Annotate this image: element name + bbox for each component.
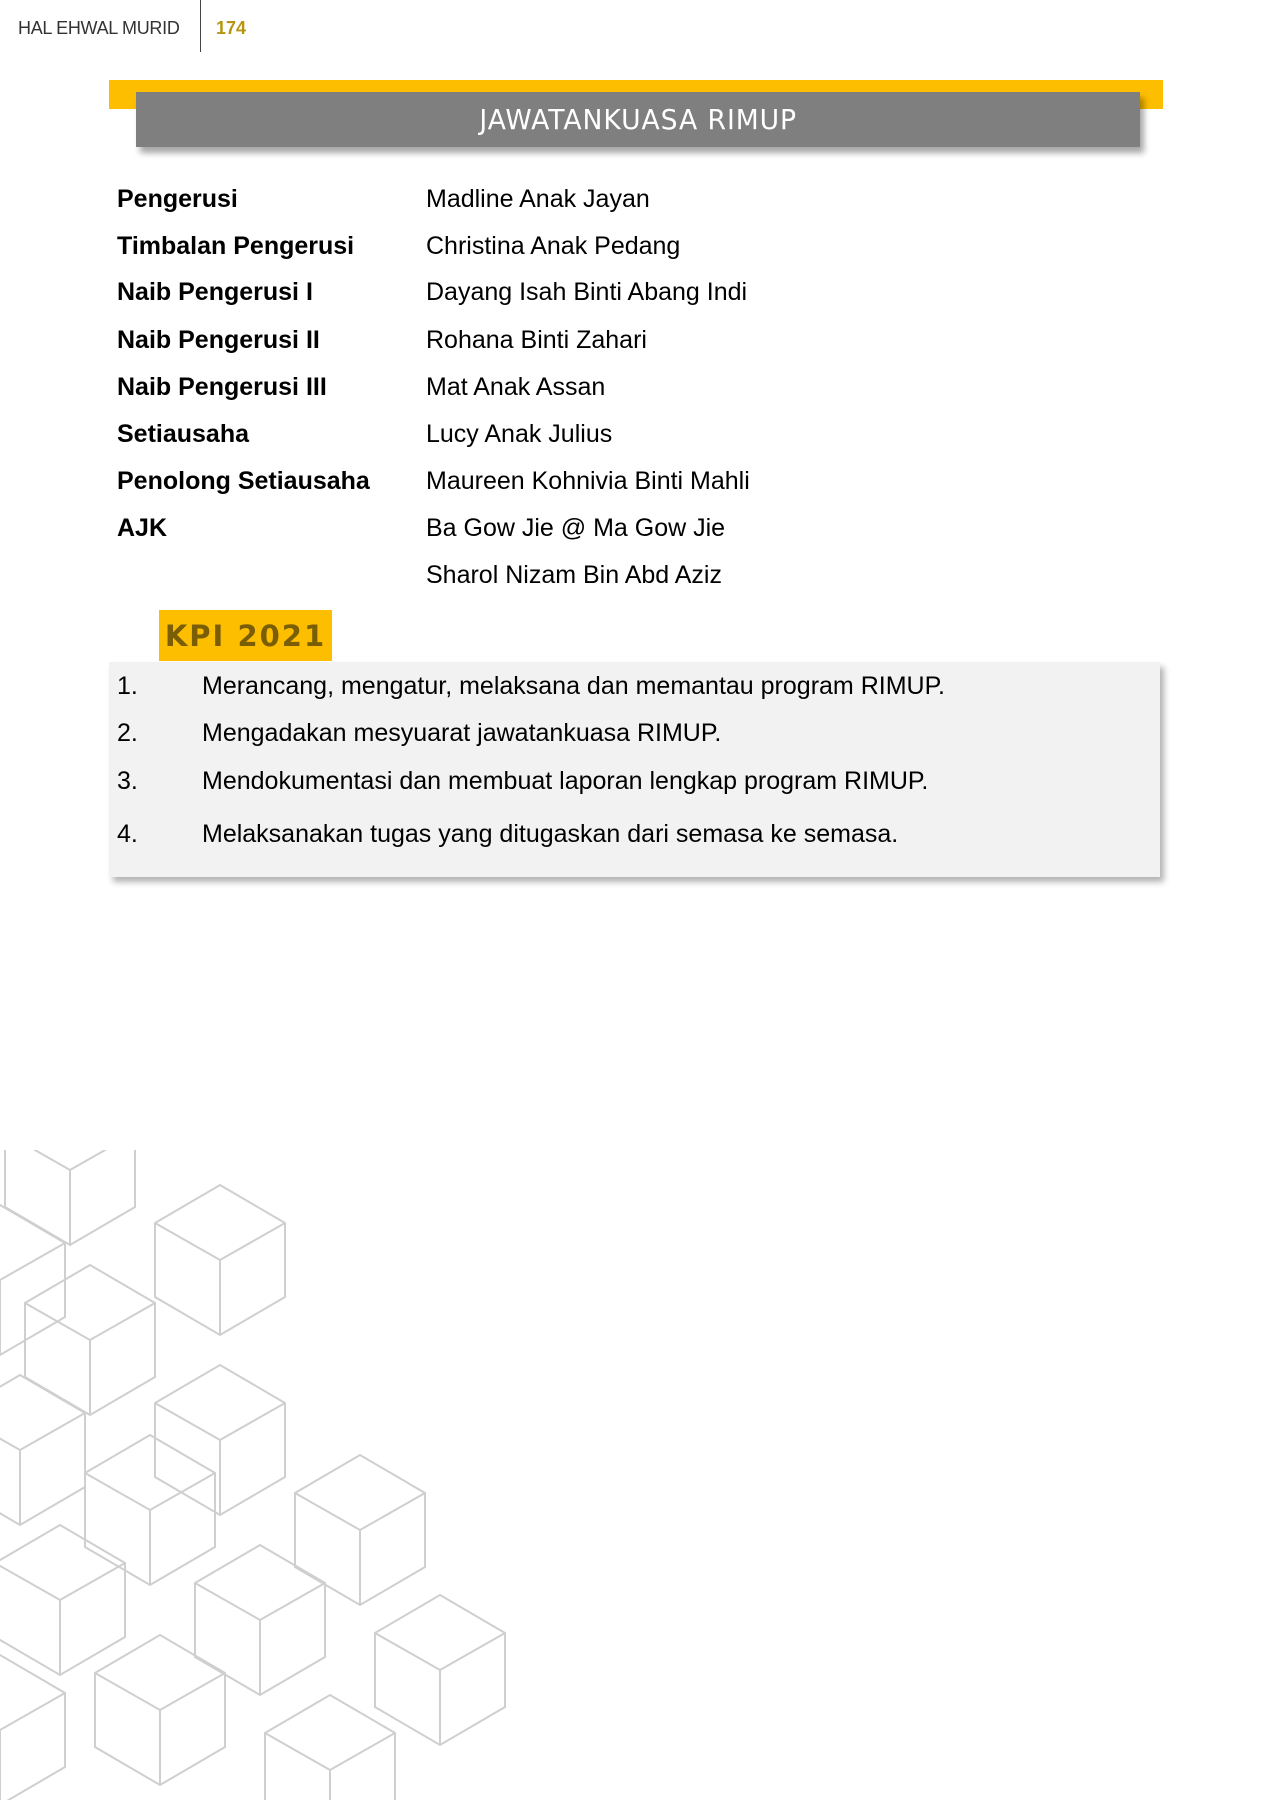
member-name: Mat Anak Assan [426,373,606,401]
member-name: Maureen Kohnivia Binti Mahli [426,467,750,495]
role: AJK [117,514,168,542]
page-title: JAWATANKUASA RIMUP [479,103,797,136]
member-name: Christina Anak Pedang [426,232,681,260]
role: Setiausaha [117,420,250,448]
kpi-text: Mendokumentasi dan membuat laporan lengkap program RIMUP. [202,767,929,795]
role: Timbalan Pengerusi [117,232,355,260]
role: Naib Pengerusi II [117,326,320,354]
section-title: HAL EHWAL MURID [18,18,180,38]
header-divider [200,0,201,52]
member-name: Lucy Anak Julius [426,420,613,448]
kpi-panel [109,662,1160,877]
title-bar [136,92,1140,147]
kpi-label-tab [159,610,332,661]
kpi-number: 3. [117,767,138,795]
member-name: Rohana Binti Zahari [426,326,647,354]
kpi-label: KPI 2021 [164,618,327,653]
kpi-text: Merancang, mengatur, melaksana dan memantau program RIMUP. [202,672,945,700]
hexagon-cube-pattern [0,1150,600,1800]
kpi-number: 4. [117,820,138,848]
member-name: Dayang Isah Binti Abang Indi [426,278,748,306]
role: Naib Pengerusi I [117,278,313,306]
role: Pengerusi [117,185,238,213]
page-number: 174 [216,18,247,38]
kpi-text: Melaksanakan tugas yang ditugaskan dari semasa ke semasa. [202,820,899,848]
kpi-number: 1. [117,672,138,700]
member-name: Madline Anak Jayan [426,185,650,213]
role: Naib Pengerusi III [117,373,327,401]
member-name: Ba Gow Jie @ Ma Gow Jie [426,514,726,542]
kpi-number: 2. [117,719,138,747]
member-name: Sharol Nizam Bin Abd Aziz [426,561,722,589]
kpi-text: Mengadakan mesyuarat jawatankuasa RIMUP. [202,719,722,747]
role: Penolong Setiausaha [117,467,370,495]
